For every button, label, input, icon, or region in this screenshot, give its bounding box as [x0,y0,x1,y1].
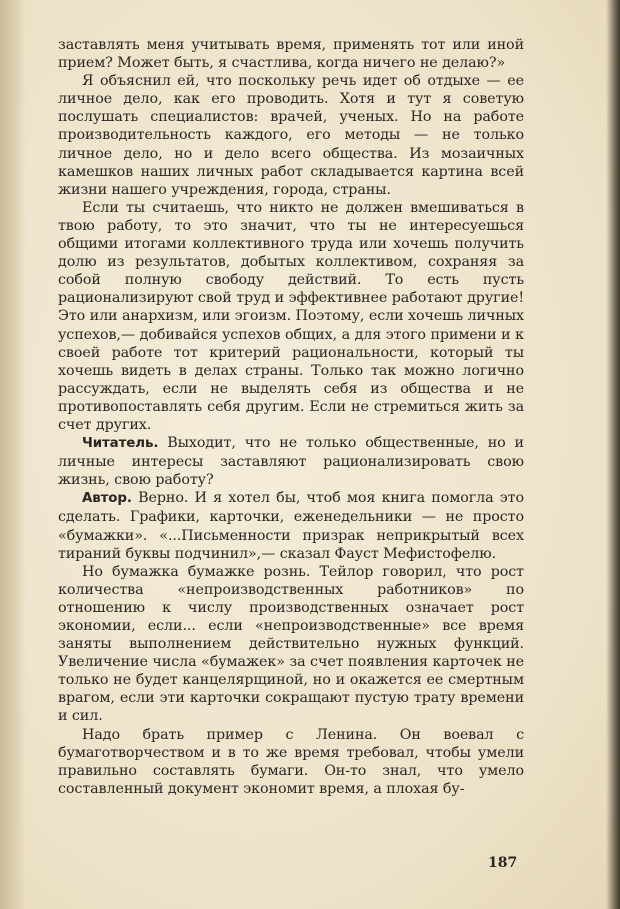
dialogue-paragraph-reader [58,434,524,489]
page-edge-shadow [606,0,620,909]
paragraph: Но бумажка бумажке рознь. Тейлор говорил, что рост количества «непроизводственных работников» по отношению к числу производственных означает рост экономии, если... если «непроизводственные» все время заняты выполнением действительно нужных функций. Увеличение числа «бумажек» за счет появления карточек не только не будет канцелярщиной, но и окажется ее смертным врагом, если эти карточки сокращают пустую трату времени и сил. [58,563,524,725]
page-number: 187 [488,855,518,871]
page-body-text [58,36,524,798]
paragraph: Надо брать пример с Ленина. Он воевал с бумаготворчеством и в то же время требовал, чтобы умели правильно составлять бумаги. Он-то знал, что умело составленный документ экономит время, а плохая бу- [58,726,524,797]
paragraph: заставлять меня учитывать время, применять тот или иной прием? Может быть, я счастлива, когда ничего не делаю?» [58,37,524,72]
paragraph: Я объяснил ей, что поскольку речь идет об отдыхе — ее личное дело, как его проводить. Хотя и тут я советую послушать специалистов: врачей, ученых. Но на работе производительность каждого, его методы — не только личное дело, но и дело всего общества. Из мозаичных камешков наших личных работ складывается картина всей жизни нашего учреждения, города, страны. [58,73,524,198]
paragraph: Если ты считаешь, что никто не должен вмешиваться в твою работу, то это значит, что ты не интересуешься общими итогами коллективного труда или хочешь получить долю из результатов, добытых коллективом, сохраняя за собой полную свободу действий. То есть пусть рационализируют свой труд и эффективнее работают другие! Это или анархизм, или эгоизм. Поэтому, если хочешь личных успехов,— добивайся успехов общих, а для этого примени и к своей работе тот критерий рациональности, который ты хочешь видеть в делах страны. Только так можно логично рассуждать, если не выделять себя из общества и не противопоставлять себя другим. Если не стремиться жить за счет других. [58,199,524,433]
speaker-label: Автор. [82,491,132,507]
page-spine-shadow [0,0,26,909]
dialogue-paragraph-author [58,489,524,562]
dialogue-text: Верно. И я хотел бы, чтоб моя книга помогла это сделать. Графики, карточки, еженедельники — не просто «бумажки». «...Письменности призрак неприкрытый всех тираний буквы подчинил»,— сказал Фауст Мефистофелю. [58,490,524,562]
speaker-label: Читатель. [82,436,159,452]
dialogue-text: Выходит, что не только общественные, но и личные интересы заставляют рационализировать свою жизнь, свою работу? [58,435,524,489]
